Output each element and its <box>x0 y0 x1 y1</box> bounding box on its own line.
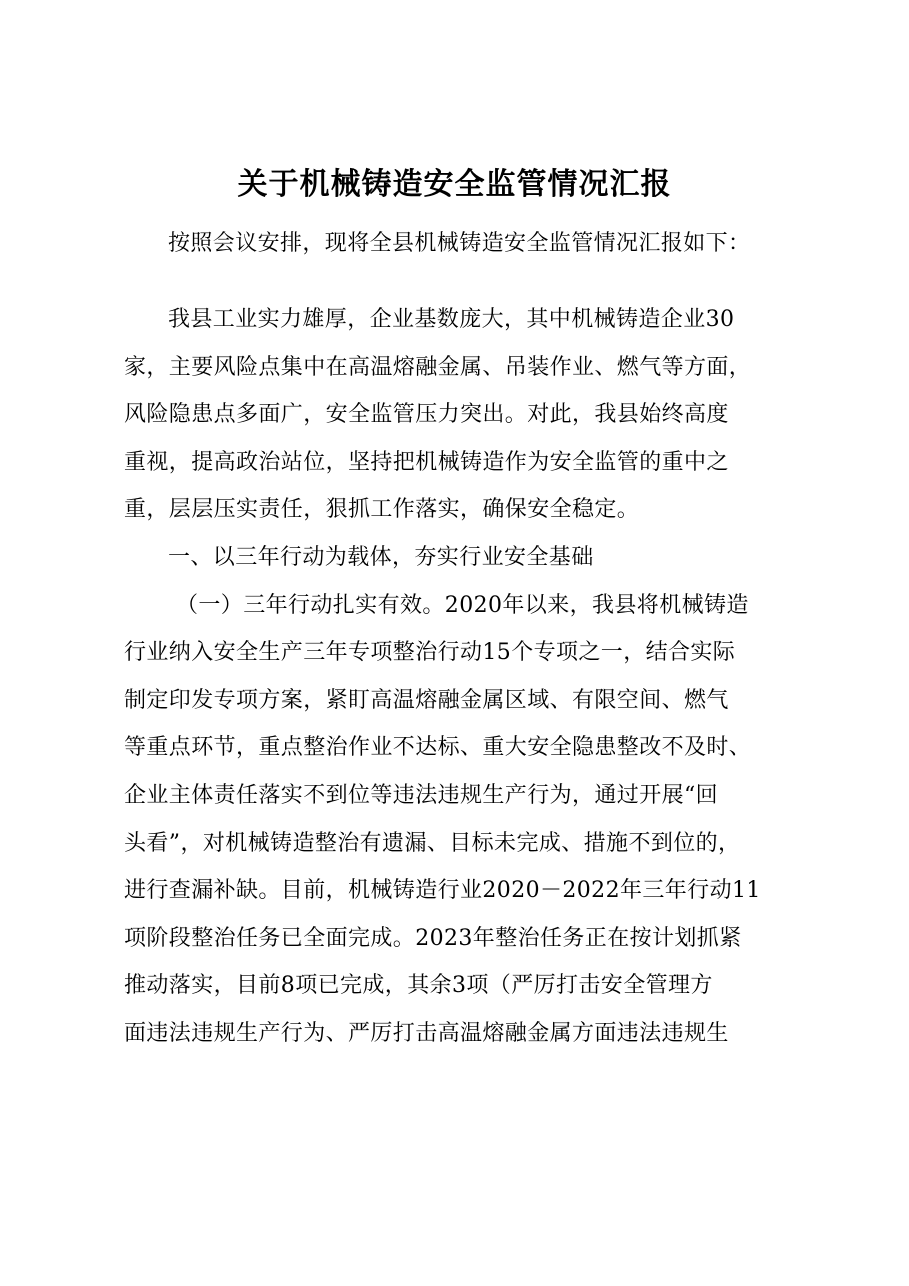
paragraph-line: 企业主体责任落实不到位等违法违规生产行为，通过开展“回 <box>124 783 719 808</box>
paragraph-line: 重，层层压实责任，狠抓工作落实，确保安全稳定。 <box>124 497 640 522</box>
paragraph-line: 推动落实，目前8项已完成，其余3项（严厉打击安全管理方 <box>124 973 713 998</box>
document-title: 关于机械铸造安全监管情况汇报 <box>237 167 672 202</box>
paragraph-line: 等重点环节，重点整治作业不达标、重大安全隐患整改不及时、 <box>124 735 752 760</box>
paragraph-line: 家，主要风险点集中在高温熔融金属、吊装作业、燃气等方面， <box>124 355 752 380</box>
paragraph-line: 我县工业实力雄厚，企业基数庞大，其中机械铸造企业30 <box>168 307 735 332</box>
paragraph-line: 制定印发专项方案，紧盯高温熔融金属区域、有限空间、燃气 <box>124 688 729 713</box>
paragraph-line: 风险隐患点多面广，安全监管压力突出。对此，我县始终高度 <box>124 402 729 427</box>
paragraph-line: 项阶段整治任务已全面完成。2023年整治任务正在按计划抓紧 <box>124 926 742 951</box>
paragraph-line: 头看”，对机械铸造整治有遗漏、目标未完成、措施不到位的， <box>124 831 741 856</box>
paragraph-line: 面违法违规生产行为、严厉打击高温熔融金属方面违法违规生 <box>124 1021 729 1046</box>
paragraph-line: （一）三年行动扎实有效。2020年以来，我县将机械铸造 <box>176 593 749 618</box>
paragraph-line: 行业纳入安全生产三年专项整治行动15个专项之一，结合实际 <box>124 640 736 665</box>
paragraph-line: 重视，提高政治站位，坚持把机械铸造作为安全监管的重中之 <box>124 450 729 475</box>
paragraph-line: 进行查漏补缺。目前，机械铸造行业2020－2022年三年行动11 <box>124 878 761 903</box>
section-heading: 一、以三年行动为载体，夯实行业安全基础 <box>168 545 594 570</box>
paragraph-line: 按照会议安排，现将全县机械铸造安全监管情况汇报如下： <box>168 231 751 256</box>
